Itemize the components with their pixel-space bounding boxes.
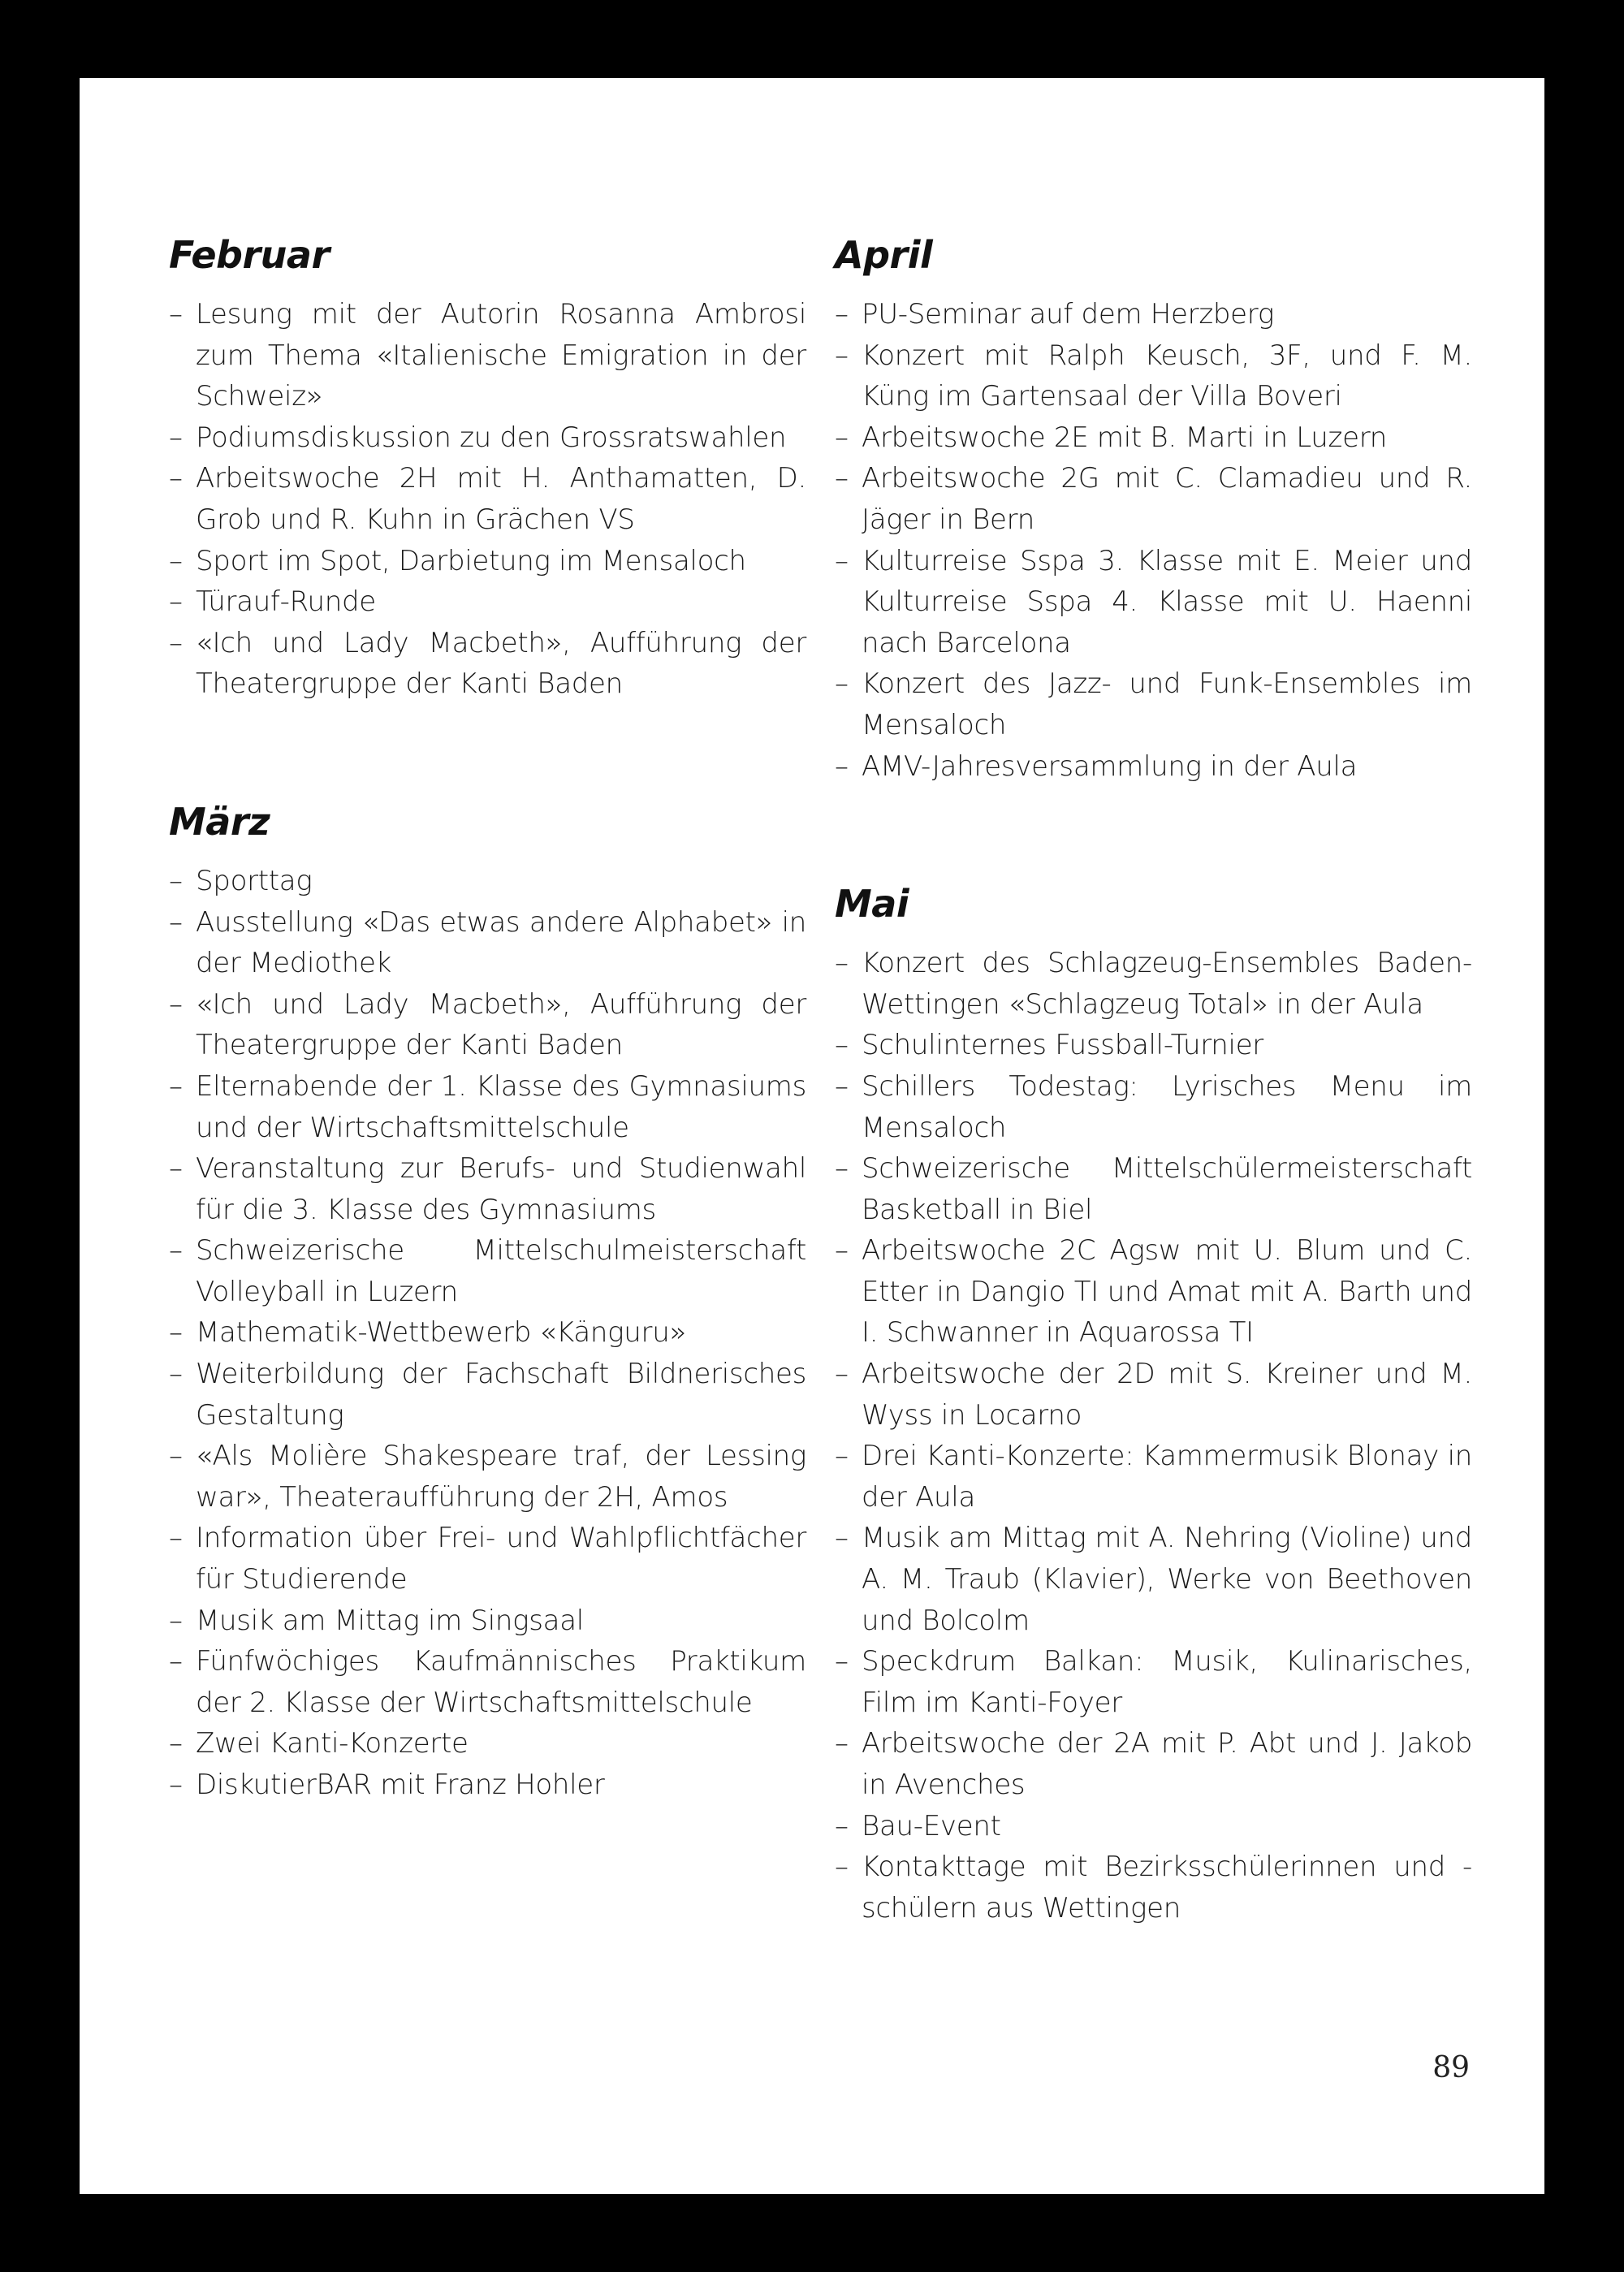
bullet-dash: –	[169, 1316, 183, 1350]
month-heading-may: Mai	[835, 882, 909, 927]
event-item	[835, 1066, 1472, 1148]
bullet-dash: –	[835, 298, 849, 330]
event-list-may	[835, 943, 1472, 1929]
event-text: Speckdrum Balkan: Musik, Kulinarisches, Film im Kanti-Foyer	[862, 1645, 1472, 1719]
event-item	[169, 541, 806, 582]
event-text: Ausstellung «Das etwas andere Alphabet» in der Mediothek	[196, 905, 806, 980]
bullet-dash: –	[169, 1769, 183, 1801]
month-heading-february: Februar	[169, 233, 330, 277]
bullet-dash: –	[835, 1152, 849, 1186]
event-text: Kulturreise Sspa 3. Klasse mit E. Meier und Kulturreise Sspa 4. Klasse mit U. Haenni nach Barcelona	[862, 544, 1472, 659]
event-item	[169, 984, 806, 1066]
bullet-dash: –	[835, 1645, 849, 1678]
event-item	[835, 541, 1472, 664]
event-item	[835, 1230, 1472, 1354]
event-text: Musik am Mittag mit A. Nehring (Violine) und A. M. Traub (Klavier), Werke von Beethoven und Bolcolm	[862, 1522, 1472, 1637]
bullet-dash: –	[835, 1029, 849, 1062]
bullet-dash: –	[835, 1727, 849, 1760]
month-heading-april: April	[835, 233, 933, 277]
event-text: AMV-Jahresversammlung in der Aula	[862, 749, 1358, 783]
bullet-dash: –	[835, 462, 849, 495]
event-item	[169, 458, 806, 540]
event-item	[169, 1764, 806, 1806]
bullet-dash: –	[835, 421, 849, 454]
event-item	[169, 581, 806, 623]
event-text: Konzert des Schlagzeug-Ensembles Baden-Wettingen «Schlagzeug Total» in der Aula	[862, 947, 1472, 1021]
event-list-february	[169, 294, 806, 705]
event-text: Veranstaltung zur Berufs- und Studienwahl für die 3. Klasse des Gymnasiums	[196, 1152, 806, 1226]
bullet-dash: –	[835, 1851, 849, 1884]
bullet-dash: –	[169, 1522, 183, 1555]
bullet-dash: –	[169, 1604, 183, 1637]
event-item	[835, 746, 1472, 788]
event-text: Arbeitswoche 2E mit B. Marti in Luzern	[862, 421, 1388, 454]
bullet-dash: –	[169, 1645, 183, 1678]
event-text: Schulinternes Fussball-Turnier	[862, 1029, 1263, 1062]
event-text: Arbeitswoche der 2A mit P. Abt und J. Jakob in Avenches	[862, 1727, 1472, 1801]
event-item	[169, 1641, 806, 1723]
event-item	[835, 1354, 1472, 1436]
bullet-dash: –	[835, 544, 849, 577]
event-item	[835, 294, 1472, 335]
event-text: Bau-Event	[862, 1809, 1001, 1842]
event-text: Podiumsdiskussion zu den Grossratswahlen	[196, 421, 787, 454]
bullet-dash: –	[169, 1727, 183, 1760]
event-text: «Ich und Lady Macbeth», Aufführung der Theatergruppe der Kanti Baden	[196, 987, 806, 1062]
bullet-dash: –	[169, 421, 183, 454]
event-item	[169, 1148, 806, 1230]
event-text: Lesung mit der Autorin Rosanna Ambrosi zum Thema «Italienische Emigration in der Schweiz»	[196, 298, 806, 413]
bullet-dash: –	[169, 905, 183, 939]
event-text: Elternabende der 1. Klasse des Gymnasiums und der Wirtschaftsmittelschule	[196, 1069, 806, 1144]
event-item	[169, 1518, 806, 1600]
bullet-dash: –	[169, 1069, 183, 1103]
section-april	[835, 216, 1472, 787]
bullet-dash: –	[169, 987, 183, 1021]
event-item	[169, 1354, 806, 1436]
bullet-dash: –	[169, 544, 183, 577]
event-item	[835, 1518, 1472, 1641]
document-page	[80, 78, 1544, 2194]
event-item	[835, 1806, 1472, 1847]
bullet-dash: –	[169, 1152, 183, 1186]
event-text: Weiterbildung der Fachschaft Bildnerisches Gestaltung	[196, 1358, 806, 1432]
event-list-march	[169, 861, 806, 1806]
event-item	[169, 417, 806, 459]
event-item	[835, 1148, 1472, 1230]
bullet-dash: –	[835, 1358, 849, 1391]
event-text: Arbeitswoche 2G mit C. Clamadieu und R. Jäger in Bern	[862, 462, 1472, 536]
bullet-dash: –	[835, 1522, 849, 1555]
event-text: Konzert mit Ralph Keusch, 3F, und F. M. Küng im Gartensaal der Villa Boveri	[862, 339, 1472, 413]
event-text: Arbeitswoche 2H mit H. Anthamatten, D. Grob und R. Kuhn in Grächen VS	[196, 462, 806, 536]
event-item	[169, 1066, 806, 1148]
event-text: PU-Seminar auf dem Herzberg	[862, 298, 1274, 330]
event-item	[835, 1847, 1472, 1929]
event-text: «Ich und Lady Macbeth», Aufführung der Theatergruppe der Kanti Baden	[196, 626, 806, 701]
event-item	[835, 458, 1472, 540]
month-heading-march: März	[169, 799, 270, 844]
section-february	[169, 216, 806, 705]
bullet-dash: –	[169, 298, 183, 330]
event-text: Zwei Kanti-Konzerte	[196, 1727, 469, 1760]
bullet-dash: –	[169, 462, 183, 495]
bullet-dash: –	[835, 1234, 849, 1268]
event-text: DiskutierBAR mit Franz Hohler	[196, 1769, 605, 1801]
left-column	[169, 216, 806, 1884]
event-item	[835, 663, 1472, 745]
event-text: Musik am Mittag im Singsaal	[196, 1604, 584, 1637]
section-march	[169, 783, 806, 1806]
event-text: Fünfwöchiges Kaufmännisches Praktikum der 2. Klasse der Wirtschaftsmittelschule	[196, 1645, 806, 1719]
event-text: «Als Molière Shakespeare traf, der Lessing war», Theateraufführung der 2H, Amos	[196, 1440, 806, 1514]
bullet-dash: –	[835, 947, 849, 980]
event-text: Arbeitswoche der 2D mit S. Kreiner und M. Wyss in Locarno	[862, 1358, 1472, 1432]
event-list-april	[835, 294, 1472, 787]
event-text: Schillers Todestag: Lyrisches Menu im Mensaloch	[862, 1069, 1472, 1144]
event-item	[169, 1600, 806, 1642]
event-item	[169, 1312, 806, 1354]
event-item	[835, 943, 1472, 1025]
event-text: Arbeitswoche 2C Agsw mit U. Blum und C. Etter in Dangio TI und Amat mit A. Barth und I. Schwanner in Aquarossa TI	[862, 1234, 1472, 1350]
bullet-dash: –	[835, 1440, 849, 1473]
right-column	[835, 216, 1472, 2006]
event-item	[835, 1641, 1472, 1723]
bullet-dash: –	[835, 1069, 849, 1103]
event-item	[169, 902, 806, 984]
event-text: Kontakttage mit Bezirksschülerinnen und -schülern aus Wettingen	[862, 1851, 1472, 1924]
bullet-dash: –	[835, 749, 849, 783]
bullet-dash: –	[835, 667, 849, 701]
section-may	[835, 865, 1472, 1929]
bullet-dash: –	[835, 339, 849, 372]
event-text: Mathematik-Wettbewerb «Känguru»	[196, 1316, 686, 1350]
event-item	[835, 1025, 1472, 1066]
bullet-dash: –	[169, 1440, 183, 1473]
event-item	[169, 1436, 806, 1518]
bullet-dash: –	[169, 1234, 183, 1268]
event-item	[169, 623, 806, 705]
event-text: Sporttag	[196, 864, 313, 897]
event-item	[169, 1230, 806, 1312]
event-text: Konzert des Jazz- und Funk-Ensembles im Mensaloch	[862, 667, 1472, 741]
event-item	[835, 417, 1472, 459]
event-text: Information über Frei- und Wahlpflichtfächer für Studierende	[196, 1522, 806, 1596]
bullet-dash: –	[169, 585, 183, 619]
event-text: Schweizerische Mittelschülermeisterschaft Basketball in Biel	[862, 1152, 1472, 1226]
event-text: Schweizerische Mittelschulmeisterschaft Volleyball in Luzern	[196, 1234, 806, 1308]
event-text: Türauf-Runde	[196, 585, 376, 619]
event-item	[835, 335, 1472, 417]
bullet-dash: –	[169, 1358, 183, 1391]
event-text: Drei Kanti-Konzerte: Kammermusik Blonay in der Aula	[862, 1440, 1472, 1514]
event-item	[835, 1723, 1472, 1805]
event-item	[169, 1723, 806, 1764]
page-number: 89	[1432, 2051, 1470, 2084]
bullet-dash: –	[835, 1809, 849, 1842]
bullet-dash: –	[169, 864, 183, 897]
event-item	[169, 861, 806, 902]
event-item	[835, 1436, 1472, 1518]
event-text: Sport im Spot, Darbietung im Mensaloch	[196, 544, 746, 577]
bullet-dash: –	[169, 626, 183, 659]
event-item	[169, 294, 806, 417]
